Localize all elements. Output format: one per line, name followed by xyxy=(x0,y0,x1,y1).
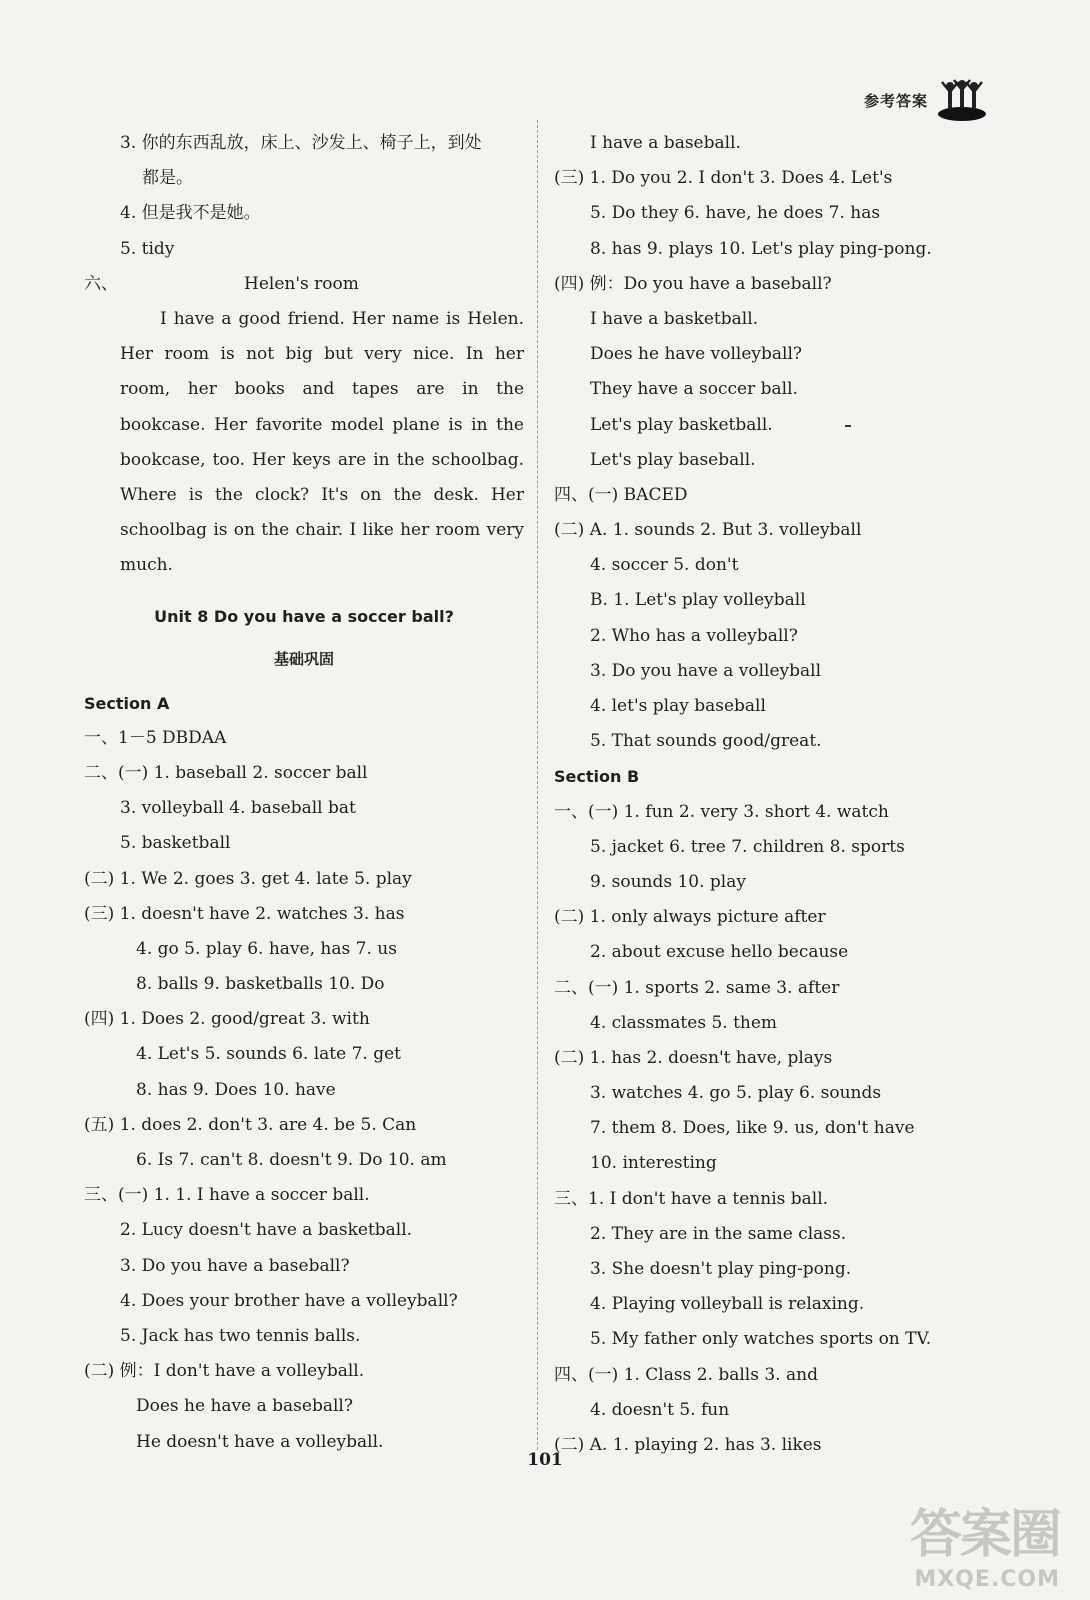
answer-line: 3. volleyball 4. baseball bat xyxy=(120,798,356,819)
answer-line: 3. She doesn't play ping-pong. xyxy=(590,1259,852,1279)
answer-line: B. 1. Let's play volleyball xyxy=(590,590,806,611)
answer-line: 三、(一) 1. 1. I have a soccer ball. xyxy=(84,1185,370,1206)
page-number: 101 xyxy=(527,1450,563,1470)
answer-line: 4. go 5. play 6. have, has 7. us xyxy=(136,938,397,959)
answer-line: 4. Does your brother have a volleyball? xyxy=(120,1290,458,1311)
answer-line: I have a baseball. xyxy=(590,133,741,153)
answer-line: 2. Lucy doesn't have a basketball. xyxy=(120,1220,413,1241)
header-label: 参考答案 xyxy=(863,91,928,110)
essay-number: 六、 xyxy=(84,273,118,294)
answer-line: 8. has 9. Does 10. have xyxy=(136,1079,336,1100)
answer-line: 5. tidy xyxy=(120,238,175,259)
answer-line: 8. has 9. plays 10. Let's play ping-pong. xyxy=(590,238,932,259)
answer-line: 一、(一) 1. fun 2. very 3. short 4. watch xyxy=(554,801,889,822)
page-header xyxy=(864,78,988,122)
right-column xyxy=(554,126,994,1463)
watermark-url: MXQE.COM xyxy=(914,1567,1060,1592)
answer-line: 2. Who has a volleyball? xyxy=(590,625,798,646)
answer-line: (二) A. 1. sounds 2. But 3. volleyball xyxy=(554,520,862,541)
answer-line: 2. They are in the same class. xyxy=(590,1223,847,1244)
answer-line: They have a soccer ball. xyxy=(590,379,798,400)
essay-title: Helen's room xyxy=(244,273,359,294)
answer-line: 5. That sounds good/great. xyxy=(590,731,822,752)
answer-line: 4. Let's 5. sounds 6. late 7. get xyxy=(136,1044,401,1065)
answer-line: (五) 1. does 2. don't 3. are 4. be 5. Can xyxy=(84,1114,417,1135)
answer-line: 5. My father only watches sports on TV. xyxy=(590,1329,932,1350)
answer-line: 8. balls 9. basketballs 10. Do xyxy=(136,974,385,995)
unit-title: Unit 8 Do you have a soccer ball? xyxy=(154,606,454,626)
answer-line: 4. Playing volleyball is relaxing. xyxy=(590,1294,865,1315)
answer-line: He doesn't have a volleyball. xyxy=(136,1431,384,1452)
answer-line: 5. Jack has two tennis balls. xyxy=(120,1325,361,1346)
section-a-heading: Section A xyxy=(84,693,170,713)
answer-line: 3. Do you have a volleyball xyxy=(590,660,822,681)
answer-line: 4. soccer 5. don't xyxy=(590,555,739,576)
answer-line: 3. Do you have a baseball? xyxy=(120,1255,350,1276)
answer-line: 4. let's play baseball xyxy=(590,696,766,716)
watermark-logo xyxy=(910,1492,1060,1592)
answer-line: (三) 1. Do you 2. I don't 3. Does 4. Let's xyxy=(554,168,893,189)
answer-line: (四) 1. Does 2. good/great 3. with xyxy=(84,1009,370,1030)
column-divider xyxy=(537,120,539,1450)
answer-line: 9. sounds 10. play xyxy=(590,871,746,892)
answer-line: 四、(一) 1. Class 2. balls 3. and xyxy=(554,1364,818,1385)
answer-line: Let's play baseball. xyxy=(590,449,756,470)
answer-line: (二) A. 1. playing 2. has 3. likes xyxy=(554,1434,822,1455)
essay-paragraph: I have a good friend. Her name is Helen. Her room is not big but very nice. In her room, her books and tapes are in the bookcase. Her favorite model plane is in the bookcase, too. Her keys are in the schoolbag. Where is the clock? It's on the desk. Her schoolbag is on the chair. I like her room very much. xyxy=(120,308,524,576)
answer-line: 5. basketball xyxy=(120,833,231,854)
answer-line: 都是。 xyxy=(142,168,193,189)
answer-line: (二) 1. has 2. doesn't have, plays xyxy=(554,1047,833,1068)
stray-mark xyxy=(845,425,851,427)
answer-line: 5. Do they 6. have, he does 7. has xyxy=(590,203,881,224)
answer-line: 10. interesting xyxy=(590,1153,717,1174)
answer-line: 一、1－5 DBDAA xyxy=(84,727,227,748)
answer-line: I have a basketball. xyxy=(590,308,759,329)
answer-line: (四) 例：Do you have a baseball? xyxy=(554,273,832,294)
answer-line: 二、(一) 1. sports 2. same 3. after xyxy=(554,977,840,998)
answer-line: (二) 1. We 2. goes 3. get 4. late 5. play xyxy=(84,868,412,889)
answer-line: (三) 1. doesn't have 2. watches 3. has xyxy=(84,903,405,924)
watermark-text: 答案圈 xyxy=(909,1505,1060,1565)
left-column xyxy=(84,126,524,1460)
people-logo-icon xyxy=(936,78,988,122)
answer-line: 6. Is 7. can't 8. doesn't 9. Do 10. am xyxy=(136,1150,447,1170)
answer-line: 二、(一) 1. baseball 2. soccer ball xyxy=(84,762,368,783)
answer-line: 2. about excuse hello because xyxy=(590,942,849,963)
answer-line: 4. 但是我不是她。 xyxy=(120,203,261,224)
answer-line: 4. doesn't 5. fun xyxy=(590,1399,730,1420)
answer-line: Let's play basketball. xyxy=(590,414,773,435)
answer-line: (二) 例：I don't have a volleyball. xyxy=(84,1361,365,1382)
answer-line: 四、(一) BACED xyxy=(554,484,688,505)
sub-title: 基础巩固 xyxy=(273,649,334,668)
answer-line: 4. classmates 5. them xyxy=(590,1012,778,1033)
answer-line: 3. 你的东西乱放，床上、沙发上、椅子上，到处 xyxy=(120,133,482,153)
answer-line: Does he have a baseball? xyxy=(136,1396,353,1417)
answer-line: 5. jacket 6. tree 7. children 8. sports xyxy=(590,836,905,857)
essay-heading xyxy=(84,267,524,302)
answer-line: 7. them 8. Does, like 9. us, don't have xyxy=(590,1118,915,1139)
answer-line: Does he have volleyball? xyxy=(590,344,803,365)
answer-line: 三、1. I don't have a tennis ball. xyxy=(554,1188,829,1209)
answer-line: (二) 1. only always picture after xyxy=(554,907,826,928)
answer-line: 3. watches 4. go 5. play 6. sounds xyxy=(590,1083,882,1104)
section-b-heading: Section B xyxy=(554,767,640,787)
